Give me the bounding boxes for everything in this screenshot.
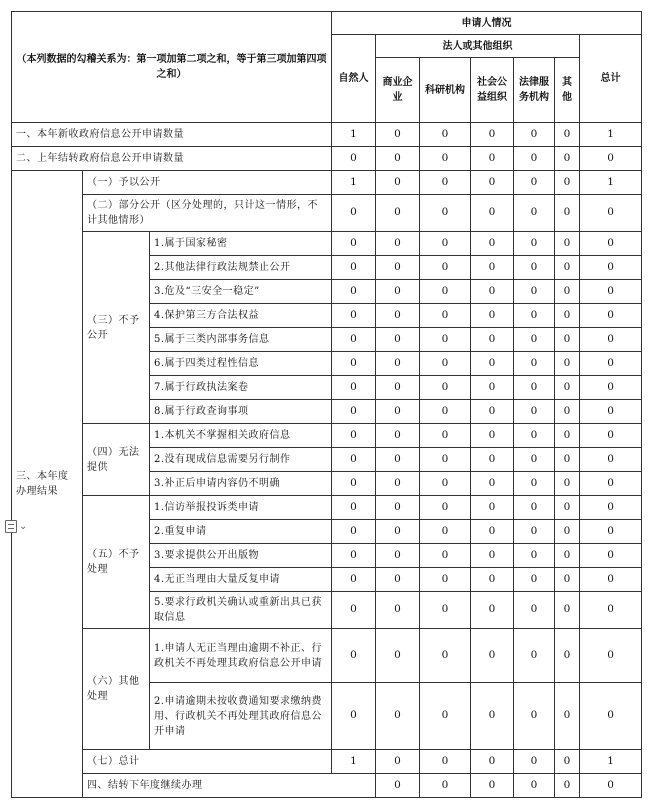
cell-other: 0 (555, 520, 580, 544)
cell-total: 0 (580, 400, 642, 424)
cell-social: 0 (471, 592, 514, 629)
cell-research: 0 (471, 774, 514, 798)
cell-social: 0 (471, 629, 514, 683)
cell-natural: 0 (332, 376, 376, 400)
cell-law: 0 (514, 496, 555, 520)
table-row (12, 629, 642, 683)
cell-other: 0 (555, 496, 580, 520)
cell-social: 0 (471, 123, 514, 147)
cell-law: 0 (514, 750, 555, 774)
cell-total: 0 (580, 352, 642, 376)
cell-social: 0 (514, 774, 555, 798)
row-result-public (12, 171, 642, 195)
cell-research: 0 (420, 520, 471, 544)
cell-total: 0 (580, 256, 642, 280)
header-other: 其他 (555, 58, 580, 123)
cell-other: 0 (555, 592, 580, 629)
cell-research: 0 (420, 195, 471, 232)
cell-total: 1 (580, 171, 642, 195)
cell-business: 0 (376, 568, 420, 592)
cell-total: 0 (580, 544, 642, 568)
cell-natural: 0 (332, 147, 376, 171)
row-label: 1.信访举报投诉类申请 (150, 496, 332, 520)
cell-research: 0 (420, 544, 471, 568)
cell-total: 0 (580, 147, 642, 171)
cell-research: 0 (420, 171, 471, 195)
cell-social: 0 (471, 280, 514, 304)
cell-other: 0 (555, 171, 580, 195)
cell-total: 0 (580, 448, 642, 472)
table-row (12, 424, 642, 448)
cell-other: 0 (555, 472, 580, 496)
cell-research: 0 (420, 424, 471, 448)
cell-total: 0 (580, 683, 642, 750)
cell-social: 0 (471, 400, 514, 424)
cell-business: 0 (376, 544, 420, 568)
cell-business: 0 (376, 328, 420, 352)
cell-natural: 1 (332, 171, 376, 195)
cell-research: 0 (420, 400, 471, 424)
header-law: 法律服务机构 (514, 58, 555, 123)
cell-law: 0 (514, 592, 555, 629)
cell-social: 0 (471, 304, 514, 328)
cell-total: 0 (580, 496, 642, 520)
cell-other: 0 (555, 629, 580, 683)
cell-research: 0 (420, 683, 471, 750)
cell-other: 0 (555, 304, 580, 328)
cell-other: 0 (555, 123, 580, 147)
cell-business: 0 (376, 171, 420, 195)
row-result-partial (12, 195, 642, 232)
cell-research: 0 (420, 256, 471, 280)
cell-law: 0 (555, 774, 580, 798)
cell-business: 0 (376, 629, 420, 683)
cell-other: 0 (555, 352, 580, 376)
cell-law: 0 (514, 256, 555, 280)
result-section-label: 三、本年度办理结果 (12, 171, 83, 798)
row-result-total (12, 750, 642, 774)
cell-other: 0 (555, 280, 580, 304)
cell-law: 0 (514, 232, 555, 256)
row-label: 4.无正当理由大量反复申请 (150, 568, 332, 592)
cell-law: 0 (514, 376, 555, 400)
cell-total: 0 (580, 328, 642, 352)
cell-business: 0 (376, 304, 420, 328)
cell-total: 1 (580, 123, 642, 147)
row-label: （二）部分公开（区分处理的，只计这一情形，不计其他情形） (83, 195, 332, 232)
cell-total: 0 (580, 629, 642, 683)
cell-business: 0 (376, 352, 420, 376)
cell-natural: 0 (332, 629, 376, 683)
cell-natural: 0 (332, 400, 376, 424)
cell-research: 0 (420, 750, 471, 774)
row-label: 6.属于四类过程性信息 (150, 352, 332, 376)
list-icon[interactable] (5, 520, 17, 533)
cell-natural: 0 (332, 520, 376, 544)
cell-business: 0 (376, 195, 420, 232)
cell-total: 0 (580, 232, 642, 256)
table-row (12, 496, 642, 520)
cell-natural: 0 (332, 544, 376, 568)
cell-other: 0 (555, 750, 580, 774)
cell-natural: 0 (332, 195, 376, 232)
cell-law: 0 (514, 352, 555, 376)
cell-social: 0 (471, 496, 514, 520)
cell-natural: 0 (332, 448, 376, 472)
row-label: 2.申请逾期未按收费通知要求缴纳费用、行政机关不再处理其政府信息公开申请 (150, 683, 332, 750)
row-label: 3.危及“三安全一稳定” (150, 280, 332, 304)
cell-business: 0 (376, 520, 420, 544)
cell-other: 0 (555, 195, 580, 232)
cell-social: 0 (471, 448, 514, 472)
cell-natural: 0 (332, 280, 376, 304)
cell-other: 0 (555, 256, 580, 280)
header-total: 总计 (580, 35, 642, 123)
cell-research: 0 (420, 472, 471, 496)
cell-total: 0 (580, 280, 642, 304)
row-label: （一）予以公开 (83, 171, 332, 195)
cell-social: 0 (471, 750, 514, 774)
cell-total: 0 (580, 520, 642, 544)
cell-law: 0 (514, 147, 555, 171)
cell-other: 0 (555, 376, 580, 400)
cell-natural: 0 (376, 774, 420, 798)
cell-law: 0 (514, 448, 555, 472)
cell-business: 0 (376, 400, 420, 424)
header-business: 商业企业 (376, 58, 420, 123)
cell-social: 0 (471, 683, 514, 750)
header-social: 社会公益组织 (471, 58, 514, 123)
cell-other: 0 (555, 400, 580, 424)
cell-law: 0 (514, 400, 555, 424)
row-label: 一、本年新收政府信息公开申请数量 (12, 123, 332, 147)
row-label: 二、上年结转政府信息公开申请数量 (12, 147, 332, 171)
cell-business: 0 (376, 592, 420, 629)
cell-law: 0 (514, 544, 555, 568)
cell-business: 0 (420, 774, 471, 798)
cell-other: 0 (555, 683, 580, 750)
header-legal-person: 法人或其他组织 (376, 35, 580, 58)
cell-business: 0 (376, 376, 420, 400)
cell-research: 0 (420, 232, 471, 256)
cell-social: 0 (471, 544, 514, 568)
row-new-requests (12, 123, 642, 147)
group-label-other-processing: （六）其他处理 (83, 629, 150, 750)
cell-research: 0 (420, 629, 471, 683)
row-label: 2.重复申请 (150, 520, 332, 544)
cell-total: 0 (580, 304, 642, 328)
cell-law: 0 (514, 123, 555, 147)
cell-natural: 0 (332, 328, 376, 352)
cell-business: 0 (376, 232, 420, 256)
cell-research: 0 (420, 448, 471, 472)
cell-other: 0 (555, 328, 580, 352)
cell-research: 0 (420, 376, 471, 400)
row-carry-to-next-year (12, 774, 642, 798)
cell-law: 0 (514, 171, 555, 195)
cell-business: 0 (376, 424, 420, 448)
cell-law: 0 (514, 304, 555, 328)
cell-total: 0 (580, 592, 642, 629)
cell-natural: 0 (332, 496, 376, 520)
cell-business: 0 (376, 683, 420, 750)
cell-business: 0 (376, 123, 420, 147)
row-label: 4.保护第三方合法权益 (150, 304, 332, 328)
cell-research: 0 (420, 592, 471, 629)
group-label-unable-to-provide: （四）无法提供 (83, 424, 150, 496)
cell-total: 1 (580, 750, 642, 774)
cell-business: 0 (376, 448, 420, 472)
cell-social: 0 (471, 232, 514, 256)
cell-business: 0 (376, 147, 420, 171)
row-label: 7.属于行政执法案卷 (150, 376, 332, 400)
cell-research: 0 (420, 328, 471, 352)
cell-law: 0 (514, 472, 555, 496)
cell-business: 0 (376, 256, 420, 280)
cell-business: 0 (376, 750, 420, 774)
row-label: 5.要求行政机关确认或重新出具已获取信息 (150, 592, 332, 629)
cell-business: 0 (376, 472, 420, 496)
row-label: 四、结转下年度继续办理 (83, 774, 376, 798)
cell-social: 0 (471, 424, 514, 448)
cell-law: 0 (514, 683, 555, 750)
row-label: 3.要求提供公开出版物 (150, 544, 332, 568)
cell-social: 0 (471, 171, 514, 195)
cell-research: 0 (420, 496, 471, 520)
cell-total: 0 (580, 472, 642, 496)
floating-toolbar[interactable] (5, 520, 27, 533)
cell-business: 0 (376, 280, 420, 304)
cell-total: 0 (580, 568, 642, 592)
group-label-not-processed: （五）不予处理 (83, 496, 150, 629)
cell-other: 0 (555, 448, 580, 472)
cell-social: 0 (471, 520, 514, 544)
cell-social: 0 (471, 568, 514, 592)
cell-natural: 0 (332, 232, 376, 256)
cell-law: 0 (514, 328, 555, 352)
chevron-down-icon[interactable]: ⌄ (19, 520, 28, 532)
cell-law: 0 (514, 424, 555, 448)
cell-research: 0 (420, 147, 471, 171)
cell-research: 0 (420, 568, 471, 592)
cell-other: 0 (555, 232, 580, 256)
header-applicant: 申请人情况 (332, 12, 642, 35)
cell-social: 0 (471, 352, 514, 376)
cell-natural: 0 (332, 256, 376, 280)
row-label: 5.属于三类内部事务信息 (150, 328, 332, 352)
cell-natural: 0 (332, 304, 376, 328)
cell-social: 0 (471, 195, 514, 232)
cell-natural: 0 (332, 568, 376, 592)
row-label: （七）总计 (83, 750, 332, 774)
row-label: 1.属于国家秘密 (150, 232, 332, 256)
row-label: 1.本机关不掌握相关政府信息 (150, 424, 332, 448)
table-row (12, 232, 642, 256)
cell-law: 0 (514, 568, 555, 592)
cell-law: 0 (514, 280, 555, 304)
cell-law: 0 (514, 195, 555, 232)
cell-natural: 1 (332, 123, 376, 147)
cell-natural: 0 (332, 592, 376, 629)
cell-research: 0 (420, 352, 471, 376)
cell-social: 0 (471, 376, 514, 400)
cell-research: 0 (420, 123, 471, 147)
cell-other: 0 (555, 544, 580, 568)
cell-social: 0 (471, 472, 514, 496)
cell-social: 0 (471, 328, 514, 352)
cell-research: 0 (420, 280, 471, 304)
cell-law: 0 (514, 629, 555, 683)
row-label: 3.补正后申请内容仍不明确 (150, 472, 332, 496)
row-label: 8.属于行政查询事项 (150, 400, 332, 424)
cell-business: 0 (376, 496, 420, 520)
cell-total: 0 (580, 376, 642, 400)
cell-other: 0 (555, 147, 580, 171)
row-label: 2.没有现成信息需要另行制作 (150, 448, 332, 472)
cell-other: 0 (555, 424, 580, 448)
disclosure-stats-table (11, 11, 642, 798)
row-carried-over (12, 147, 642, 171)
cell-total: 0 (580, 424, 642, 448)
header-natural-person: 自然人 (332, 35, 376, 123)
cell-natural: 0 (332, 352, 376, 376)
cell-law: 0 (514, 520, 555, 544)
cell-natural: 0 (332, 683, 376, 750)
cell-natural: 0 (332, 472, 376, 496)
row-label: 1.申请人无正当理由逾期不补正、行政机关不再处理其政府信息公开申请 (150, 629, 332, 683)
cell-other: 0 (555, 568, 580, 592)
row-label: 2.其他法律行政法规禁止公开 (150, 256, 332, 280)
cell-other: 0 (580, 774, 642, 798)
cell-research: 0 (420, 304, 471, 328)
cell-natural: 0 (332, 424, 376, 448)
header-research: 科研机构 (420, 58, 471, 123)
cell-social: 0 (471, 147, 514, 171)
cell-natural: 1 (332, 750, 376, 774)
cell-social: 0 (471, 256, 514, 280)
group-label-not-disclosed: （三）不予公开 (83, 232, 150, 424)
header-note: （本列数据的勾稽关系为：第一项加第二项之和，等于第三项加第四项之和） (12, 12, 332, 123)
cell-total: 0 (580, 195, 642, 232)
